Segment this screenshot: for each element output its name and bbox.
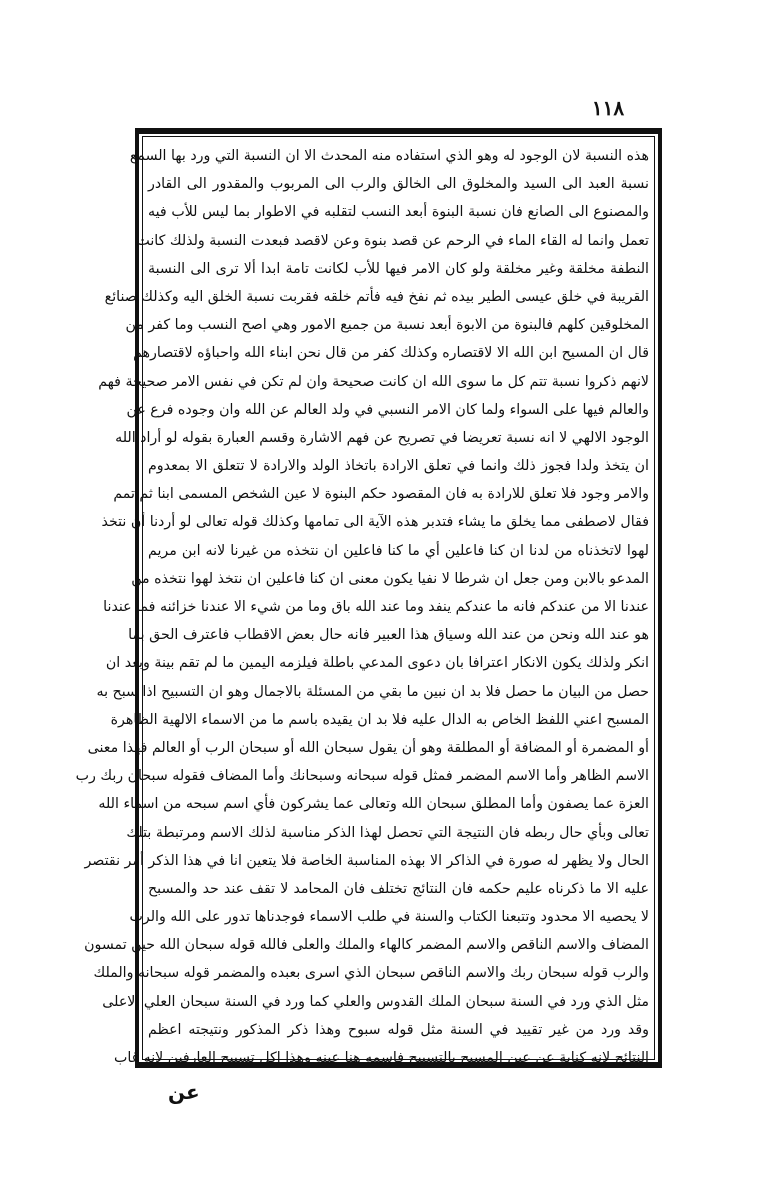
text-line: والمصنوع الى الصانع فان نسبة البنوة أبعد النسب لتقلبه في الاطوار بما ليس للأب فيه bbox=[148, 204, 649, 221]
text-body bbox=[75, 142, 649, 1072]
text-line: هذه النسبة لان الوجود له وهو الذي استفاده منه المحدث الا ان النسبة التي ورد بها السمع bbox=[129, 148, 649, 164]
text-line: وقد ورد من غير تقييد في السنة مثل قوله سبوح وهذا ذكر المذكور ونتيجته اعظم bbox=[148, 1021, 649, 1038]
text-line: حصل من البيان ما حصل فلا بد ان نبين ما بقي من المسئلة بالاجمال وهو ان التسبيح اذا سبح به bbox=[96, 683, 649, 700]
text-line: لا يحصيه الا محدود وتتبعنا الكتاب والسنة في طلب الاسماء فوجدناها تدور على الله والرب bbox=[129, 909, 649, 926]
text-line: هو عند الله ونحن من عند الله وسياق هذا العبير فانه حال بعض الاقطاب فاعترف الحق بما bbox=[128, 627, 649, 644]
text-line: الحال ولا يظهر له صورة في الذاكر الا بهذه المناسبة الخاصة فلا يتعين انا في هذا الذكر أمر نقتصر bbox=[84, 852, 649, 869]
text-line: عليه الا ما ذكرناه عليم حكمه فان النتائج تختلف فان المحامد لا تقف عند حد والمسبح bbox=[148, 880, 649, 897]
text-line: ان يتخذ ولدا فجوز ذلك وانما في تعلق الارادة باتخاذ الولد والارادة لا تتعلق الا بمعدوم bbox=[148, 458, 649, 475]
text-line: العزة عما يصفون وأما المطلق سبحان الله وتعالى عما يشركون فأي اسم سبحه من اسماء الله bbox=[98, 796, 649, 813]
text-line: المسبح اعني اللفظ الخاص به الدال عليه فلا بد ان يقيده باسم ما من الاسماء الالهية الظاهرة bbox=[110, 711, 649, 728]
text-line: والعالم فيها على السواء ولما كان الامر النسبي في ولد العالم عن الله وان وجوده فرع عن bbox=[126, 401, 649, 418]
text-line: والرب قوله سبحان ربك والاسم الناقص سبحان الذي اسرى بعبده والمضمر قوله سبحانه والملك bbox=[93, 965, 649, 982]
text-line: تعالى وبأي حال ربطه فان النتيجة التي تحصل لهذا الذكر مناسبة لذلك الاسم ومرتبطة بتلك bbox=[126, 824, 649, 841]
text-line: النطفة مخلقة وغير مخلقة ولو كان الامر فيها للأب لكانت تامة ابدا ألا ترى الى النسبة bbox=[148, 260, 649, 277]
text-line: عندنا الا من عندكم فانه ما عندكم ينفد وما عند الله باق وما من شيء الا عندنا خزائنه فما عندنا bbox=[103, 599, 649, 615]
text-line: لانهم ذكروا نسبة تتم كل ما سوى الله ان كانت صحيحة وان لم تكن في نفس الامر صحيحة فهم bbox=[98, 373, 649, 390]
catchword: عن bbox=[168, 1080, 200, 1104]
text-line: مثل الذي ورد في السنة سبحان الملك القدوس والعلي كما ورد في السنة سبحان العلي الاعلى bbox=[102, 993, 649, 1010]
text-line: الوجود الالهي لا انه نسبة تعريضا في تصريح عن فهم الاشارة وقسم العبارة بقوله لو أراد الله bbox=[115, 429, 649, 446]
text-line: النتائج لانه كناية عن عين المسبح بالتسبيح فاسمه هنا عينه وهذا اكل تسبيح العارفين لانه غاب bbox=[114, 1050, 649, 1066]
text-line: القريبة في خلق عيسى الطير بيده ثم نفخ فيه فأتم خلقه فقربت نسبة الخلق اليه وكذلك صنائع bbox=[104, 288, 649, 305]
text-line: والامر وجود فلا تعلق للارادة به فان المقصود حكم البنوة لا عين الشخص المسمى ابنا ثم تمم bbox=[113, 486, 649, 503]
text-line: الاسم الظاهر وأما الاسم المضمر فمثل قوله سبحانه وسبحانك وأما المضاف فقوله سبحان ربك رب bbox=[75, 768, 649, 785]
text-line: فقال لاصطفى مما يخلق ما يشاء فتدبر هذه الآية الى تمامها وكذلك قوله تعالى لو أردنا أن نتخذ bbox=[101, 514, 649, 531]
text-line: المضاف والاسم الناقص والاسم المضمر كالهاء والملك والعلى فالله قوله سبحان الله حين تمسون bbox=[84, 937, 649, 954]
text-line: تعمل وانما له القاء الماء في الرحم عن قصد بنوة وعن لاقصد فبعدت النسبة ولذلك كانت bbox=[136, 232, 649, 249]
page-number: ١١٨ bbox=[591, 96, 625, 120]
text-line: انكر ولذلك يكون الانكار اعترافا بان دعوى المدعي باطلة فيلزمه اليمين ما لم تقم بينة وبعد ان bbox=[105, 655, 649, 672]
text-line: أو المضمرة أو المضافة أو المطلقة وهو أن يقول سبحان الله أو سبحان الرب أو العالم فهذا معنى bbox=[87, 739, 649, 756]
text-line: نسبة العبد الى السيد والمخلوق الى الخالق والرب الى المربوب والمقدور الى القادر bbox=[148, 176, 649, 193]
text-frame bbox=[75, 128, 662, 1068]
text-line: المخلوقين كلهم فالبنوة من الابوة أبعد نسبة من جميع الامور وهي اصح النسب وما كفر من bbox=[125, 317, 649, 334]
text-line: قال ان المسيح ابن الله الا لاقتصاره وكذلك كفر من قال نحن ابناء الله واحباؤه لاقتصارهم bbox=[133, 345, 649, 362]
text-line: المدعو بالابن ومن جعل ان شرطا لا نفيا يكون معنى ان كنا فاعلين ان نتخذ لهوا نتخذه من bbox=[131, 570, 649, 587]
text-line: لهوا لاتخذناه من لدنا ان كنا فاعلين أي ما كنا فاعلين ان نتخذه من غيرنا لانه ابن مريم bbox=[148, 542, 649, 559]
